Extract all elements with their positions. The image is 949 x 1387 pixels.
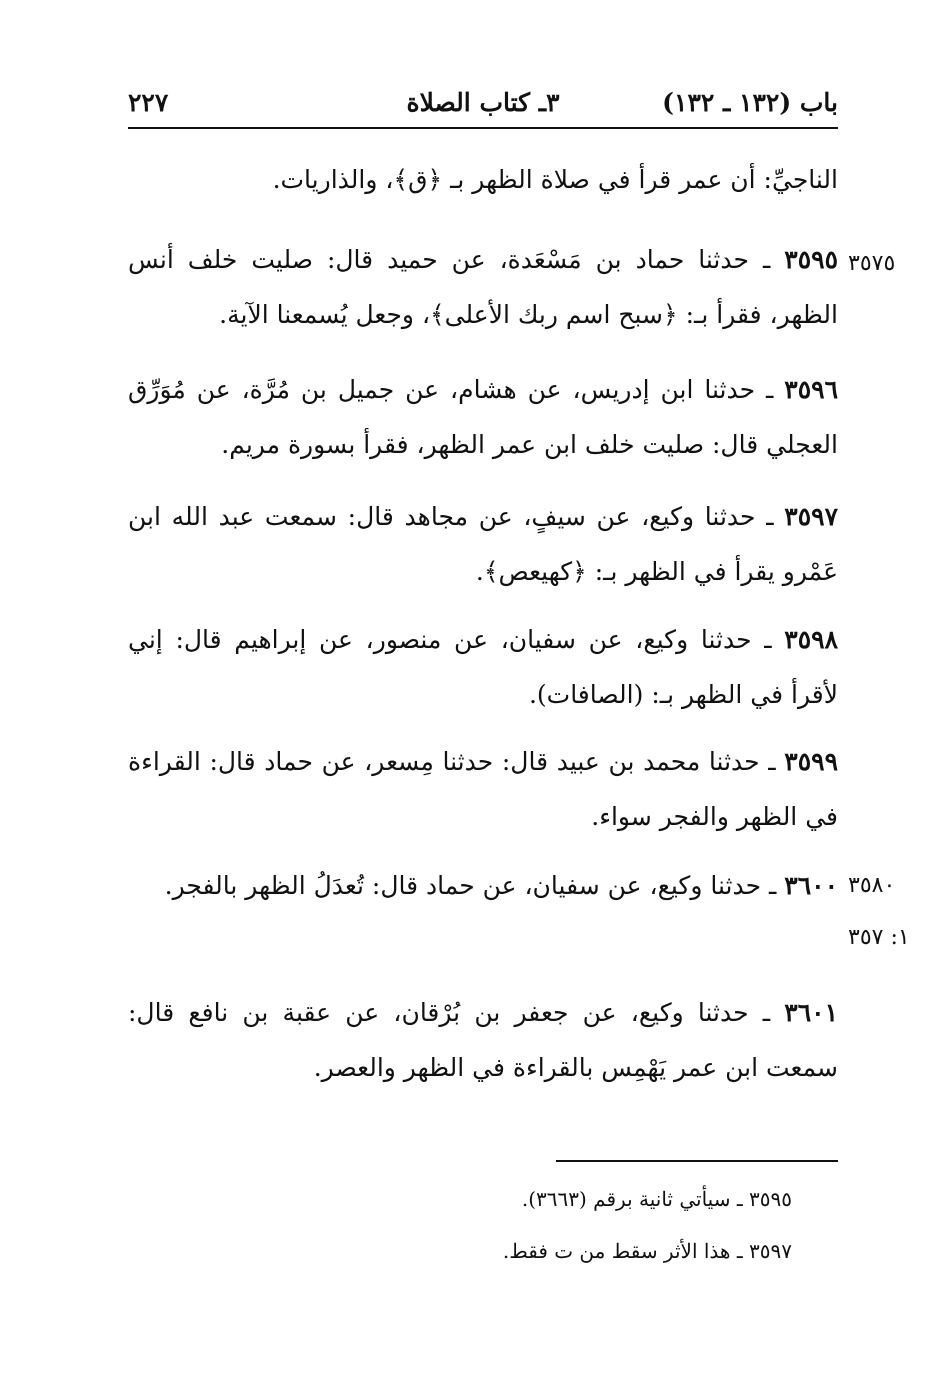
margin-ref: ٣٥٨٠: [848, 873, 896, 898]
footnote-divider: [556, 1160, 838, 1162]
chapter-range: باب (١٣٢ ـ ١٣٢): [662, 88, 838, 117]
page-number: ٢٢٧: [128, 88, 169, 117]
hadith-text: ـ حدثنا وكيع، عن سيفٍ، عن مجاهد قال: سمعت عبد الله ابن عَمْرو يقرأ في الظهر بـ: ﴿كهيعص﴾.: [128, 502, 838, 586]
margin-ref: ٣٥٧٥: [848, 251, 896, 276]
book-title: ٣ـ كتاب الصلاة: [406, 88, 560, 117]
hadith-text: ـ حدثنا ابن إدريس، عن هشام، عن جميل بن مُرَّة، عن مُوَرِّق العجلي قال: صليت خلف ابن عمر الظهر، فقرأ بسورة مريم.: [128, 375, 838, 459]
hadith-entry: [128, 362, 838, 472]
hadith-entry: [128, 734, 838, 844]
hadith-number: ٣٥٩٨: [784, 625, 838, 654]
hadith-entry: [128, 858, 838, 913]
hadith-entry: [128, 489, 838, 599]
hadith-number: ٣٥٩٥: [784, 245, 838, 274]
hadith-text: ـ حدثنا وكيع، عن سفيان، عن منصور، عن إبراهيم قال: إني لأقرأ في الظهر بـ: (الصافات).: [128, 625, 838, 709]
margin-ref: ١: ٣٥٧: [848, 925, 910, 950]
running-header: [128, 82, 838, 122]
continuation-text: الناجيِّ: أن عمر قرأ في صلاة الظهر بـ ﴿ق﴾، والذاريات.: [272, 165, 838, 194]
hadith-number: ٣٥٩٩: [784, 747, 838, 776]
footnote: ٣٥٩٧ ـ هذا الأثر سقط من ت فقط.: [502, 1239, 792, 1263]
hadith-entry: [128, 232, 838, 342]
hadith-number: ٣٦٠٠: [784, 871, 838, 900]
hadith-text: ـ حدثنا حماد بن مَسْعَدة، عن حميد قال: صليت خلف أنس الظهر، فقرأ بـ: ﴿سبح اسم ربك الأعلى﴾، وجعل يُسمعنا الآية.: [128, 245, 838, 329]
footnote: ٣٥٩٥ ـ سيأتي ثانية برقم (٣٦٦٣).: [521, 1187, 792, 1211]
hadith-entry: [128, 985, 838, 1095]
hadith-number: ٣٥٩٦: [784, 375, 838, 404]
hadith-text: ـ حدثنا محمد بن عبيد قال: حدثنا مِسعر، عن حماد قال: القراءة في الظهر والفجر سواء.: [128, 747, 838, 831]
header-divider: [128, 127, 838, 129]
hadith-text: ـ حدثنا وكيع، عن سفيان، عن حماد قال: تُعدَلُ الظهر بالفجر.: [164, 871, 785, 900]
hadith-entry: [128, 612, 838, 722]
hadith-text: ـ حدثنا وكيع، عن جعفر بن بُرْقان، عن عقبة بن نافع قال: سمعت ابن عمر يَهْمِس بالقراءة في الظهر والعصر.: [128, 998, 838, 1082]
hadith-number: ٣٦٠١: [784, 998, 838, 1027]
hadith-number: ٣٥٩٧: [784, 502, 838, 531]
